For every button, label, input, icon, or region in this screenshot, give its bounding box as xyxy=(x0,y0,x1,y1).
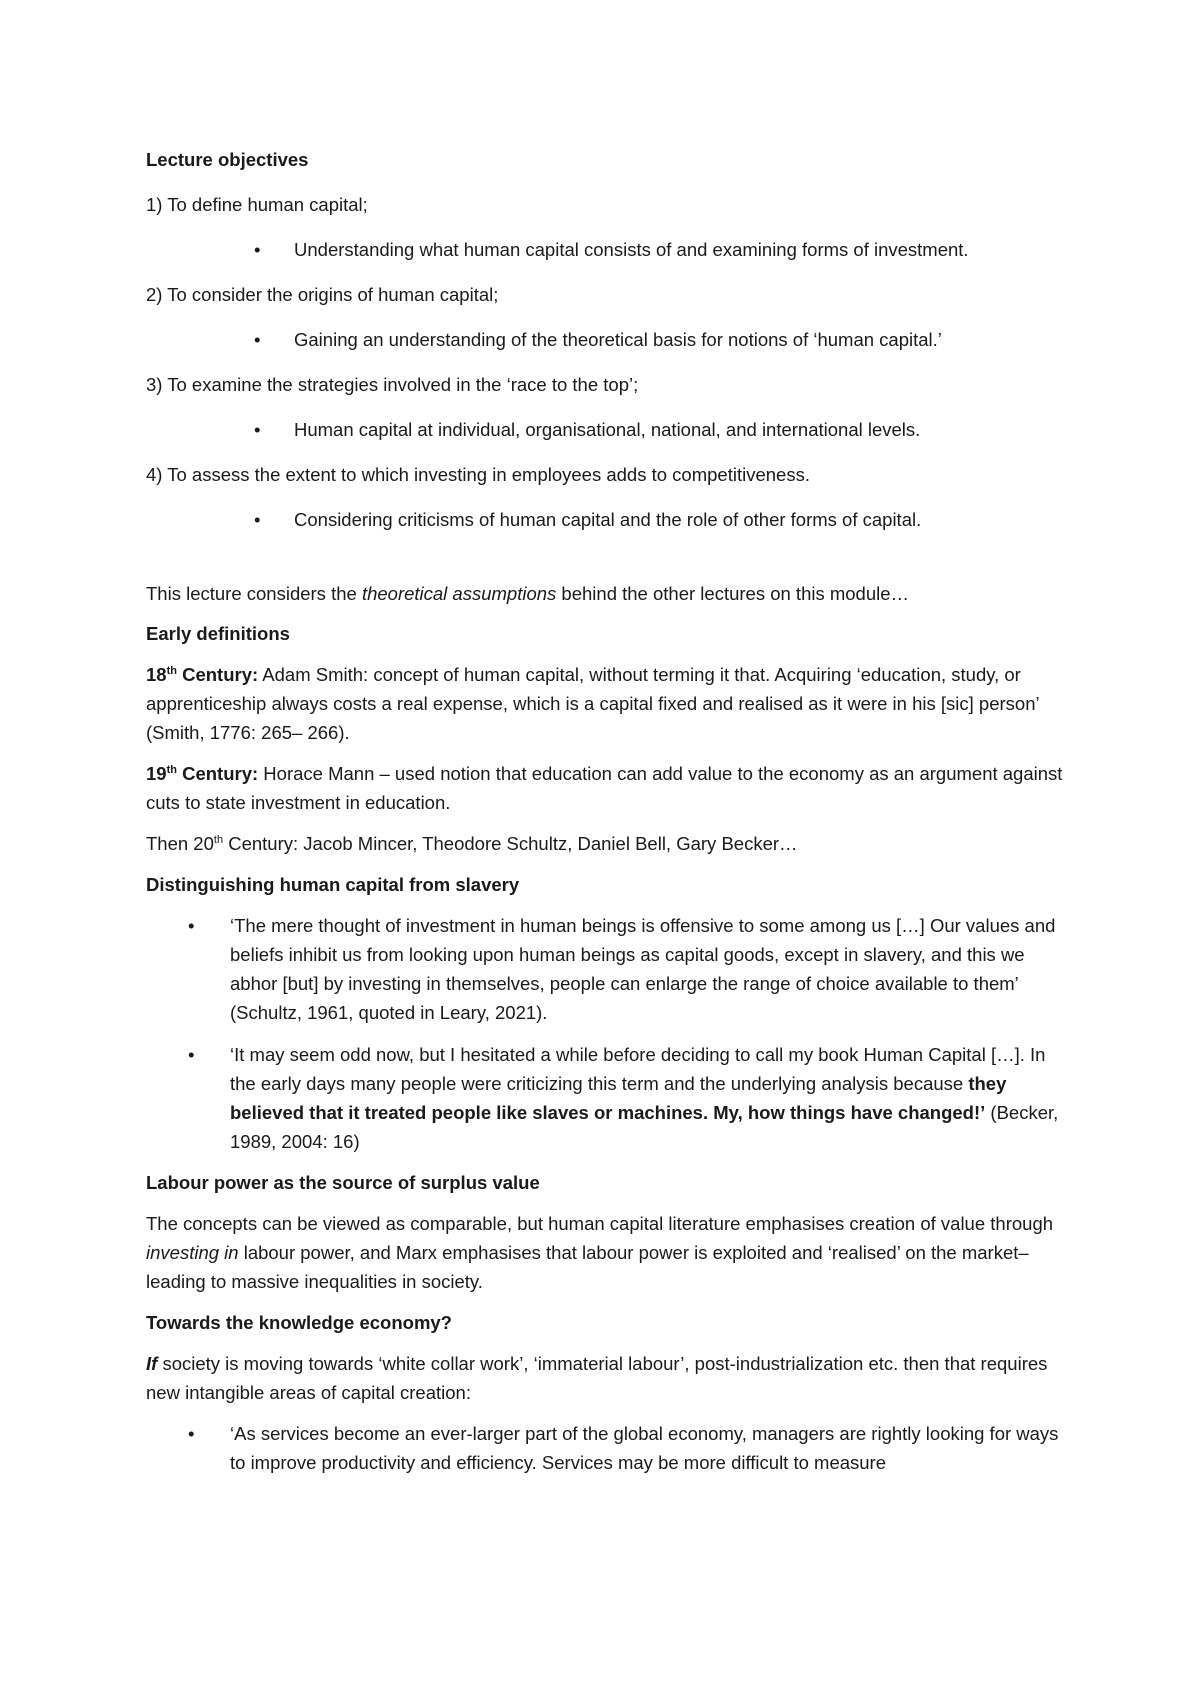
objective-4: 4) To assess the extent to which investing in employees adds to competitiveness. xyxy=(146,464,810,485)
objective-1-bullet xyxy=(146,235,1066,264)
objective-1-detail: Understanding what human capital consists of and examining forms of investment. xyxy=(294,239,969,260)
slavery-quote-2 xyxy=(146,1040,1076,1156)
objective-2: 2) To consider the origins of human capital; xyxy=(146,284,499,305)
bullet-icon: • xyxy=(254,509,261,530)
knowledge-economy-paragraph xyxy=(146,1349,1066,1407)
slavery-quote-2-before: ‘It may seem odd now, but I hesitated a while before deciding to call my book Human Capital […]. In the early days many people were criticizing this term and the underlying analysis because xyxy=(230,1044,1046,1094)
bullet-icon: • xyxy=(188,1423,195,1444)
bullet-icon: • xyxy=(254,419,261,440)
slavery-quote-2-after: (Becker, 1989, 2004: 16) xyxy=(230,1102,1059,1152)
objective-3: 3) To examine the strategies involved in the ‘race to the top’; xyxy=(146,374,639,395)
intro-emphasis: theoretical assumptions xyxy=(361,583,557,604)
lecture-objectives-heading: Lecture objectives xyxy=(146,149,309,170)
objective-2-bullet xyxy=(146,325,1066,354)
bullet-icon: • xyxy=(188,1044,195,1065)
labour-power-paragraph xyxy=(146,1209,1066,1296)
slavery-quote-1 xyxy=(146,911,1076,1027)
intro-paragraph xyxy=(146,579,1066,608)
labour-power-after: labour power, and Marx emphasises that labour power is exploited and ‘realised’ on the market– leading to massive inequalities in society. xyxy=(146,1242,1029,1292)
objective-3-detail: Human capital at individual, organisational, national, and international levels. xyxy=(294,419,921,440)
knowledge-economy-heading: Towards the knowledge economy? xyxy=(146,1312,452,1333)
century-20-before: Then 20 xyxy=(146,833,214,854)
bullet-icon: • xyxy=(254,329,261,350)
bullet-icon: • xyxy=(188,915,195,936)
century-19-text: Horace Mann – used notion that education can add value to the economy as an argument against cuts to state investment in education. xyxy=(146,763,1063,813)
century-19-sup: th xyxy=(166,763,177,776)
knowledge-economy-quote xyxy=(146,1419,1076,1477)
slavery-heading: Distinguishing human capital from slavery xyxy=(146,874,520,895)
century-20-after: Century: Jacob Mincer, Theodore Schultz, Daniel Bell, Gary Becker… xyxy=(223,833,798,854)
document-page xyxy=(146,0,1066,1477)
knowledge-economy-quote-text: ‘As services become an ever-larger part of the global economy, managers are rightly looking for ways to improve productivity and efficiency. Services may be more difficult to measure xyxy=(230,1423,1059,1473)
century-20-paragraph xyxy=(146,829,1066,858)
knowledge-economy-if: If xyxy=(146,1353,158,1374)
century-18-label: Century: xyxy=(176,664,259,685)
century-18-text: Adam Smith: concept of human capital, without terming it that. Acquiring ‘education, study, or apprenticeship always costs a real expense, which is a capital fixed and realised as it were in his [sic] person’ (Smith, 1776: 265– 266). xyxy=(146,664,1039,743)
objective-1: 1) To define human capital; xyxy=(146,194,368,215)
century-18-num: 18 xyxy=(146,664,167,685)
intro-text-before: This lecture considers the xyxy=(146,583,362,604)
objective-4-detail: Considering criticisms of human capital and the role of other forms of capital. xyxy=(294,509,922,530)
labour-power-emphasis: investing in xyxy=(146,1242,239,1263)
slavery-quote-1-text: ‘The mere thought of investment in human beings is offensive to some among us […] Our values and beliefs inhibit us from looking upon human beings as capital goods, except in slavery, and this we abhor [but] by investing in themselves, people can enlarge the range of choice available to them’ (Schultz, 1961, quoted in Leary, 2021). xyxy=(230,915,1056,1023)
labour-power-heading: Labour power as the source of surplus value xyxy=(146,1172,540,1193)
century-19-label: Century: xyxy=(176,763,259,784)
slavery-quote-2-bold: they believed that it treated people like slaves or machines. My, how things have changed!’ xyxy=(230,1073,1007,1123)
century-19-num: 19 xyxy=(146,763,167,784)
century-18-sup: th xyxy=(166,664,177,677)
intro-text-after: behind the other lectures on this module… xyxy=(556,583,910,604)
century-20-sup: th xyxy=(213,833,224,846)
bullet-icon: • xyxy=(254,239,261,260)
labour-power-before: The concepts can be viewed as comparable, but human capital literature emphasises creation of value through xyxy=(146,1213,1054,1234)
objective-3-bullet xyxy=(146,415,1066,444)
century-18-paragraph xyxy=(146,660,1066,747)
knowledge-economy-text: society is moving towards ‘white collar work’, ‘immaterial labour’, post-industrialization etc. then that requires new intangible areas of capital creation: xyxy=(146,1353,1048,1403)
century-19-paragraph xyxy=(146,759,1066,817)
slavery-quote-2-text xyxy=(188,1040,1076,1156)
objective-4-bullet xyxy=(146,505,1066,534)
early-definitions-heading: Early definitions xyxy=(146,623,290,644)
objective-2-detail: Gaining an understanding of the theoretical basis for notions of ‘human capital.’ xyxy=(294,329,942,350)
